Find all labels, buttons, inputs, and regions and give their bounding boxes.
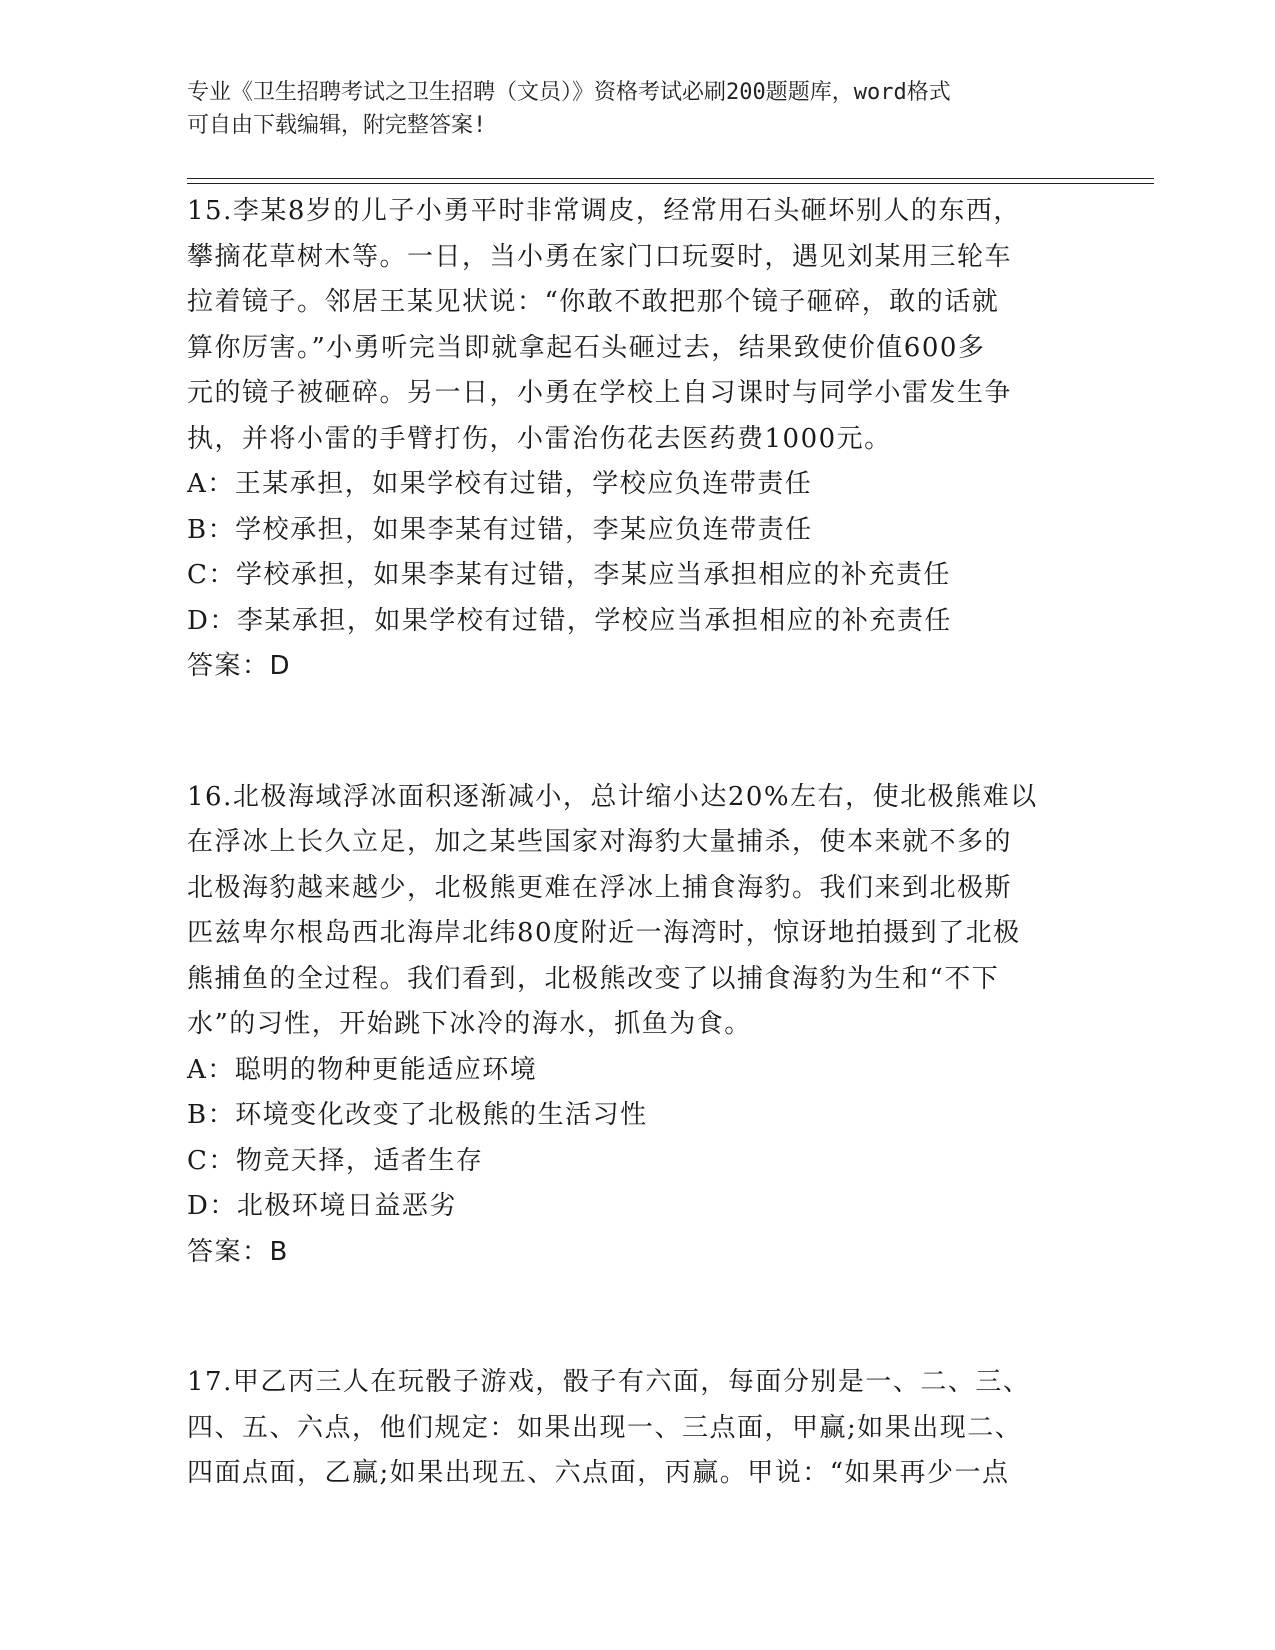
header-divider-top: [187, 178, 1154, 179]
answer-label: 答案：B: [187, 1236, 289, 1267]
questions-container: [187, 189, 1087, 1497]
header-line-1: 专业《卫生招聘考试之卫生招聘（文员）》资格考试必刷200题题库，word格式: [187, 80, 951, 105]
question-text-line: 水”的习性，开始跳下冰冷的海水，抓鱼为食。: [187, 1009, 752, 1039]
header-line-2: 可自由下载编辑，附完整答案!: [187, 113, 487, 138]
page-header: [187, 76, 1067, 142]
option-b: B：环境变化改变了北极熊的生活习性: [187, 1100, 648, 1130]
option-d: D：李某承担，如果学校有过错，学校应当承担相应的补充责任: [187, 605, 952, 636]
question-text-line: 17.甲乙丙三人在玩骰子游戏，骰子有六面，每面分别是一、二、三、: [187, 1367, 1031, 1397]
option-c: C：学校承担，如果李某有过错，李某应当承担相应的补充责任: [187, 560, 951, 590]
question-spacer: [187, 1275, 1087, 1360]
question-text-line: 拉着镜子。邻居王某见状说：“你敢不敢把那个镜子砸碎，敢的话就: [187, 287, 1000, 317]
option-c: C：物竞天择，适者生存: [187, 1145, 484, 1176]
question-text-line: 四面点面，乙赢;如果出现五、六点面，丙赢。甲说：“如果再少一点: [187, 1458, 1010, 1488]
question-text-line: 攀摘花草树木等。一日，当小勇在家门口玩耍时，遇见刘某用三轮车: [187, 241, 1013, 272]
answer-label: 答案：D: [187, 651, 292, 681]
header-divider-bottom: [187, 183, 1154, 184]
question-text-line: 在浮冰上长久立足，加之某些国家对海豹大量捕杀，使本来就不多的: [187, 827, 1013, 857]
question-spacer: [187, 690, 1087, 775]
option-b: B：学校承担，如果李某有过错，李某应负连带责任: [187, 514, 813, 545]
question-17: [187, 1360, 1087, 1497]
question-text-line: 16.北极海域浮冰面积逐渐减小，总计缩小达20%左右，使北极熊难以: [187, 781, 1038, 812]
question-text-line: 元的镜子被砸碎。另一日，小勇在学校上自习课时与同学小雷发生争: [187, 378, 1013, 408]
question-text-line: 执，并将小雷的手臂打伤，小雷治伤花去医药费1000元。: [187, 423, 892, 454]
option-a: A：王某承担，如果学校有过错，学校应负连带责任: [187, 469, 813, 499]
option-d: D：北极环境日益恶劣: [187, 1191, 457, 1221]
question-15: [187, 189, 1087, 690]
option-a: A：聪明的物种更能适应环境: [187, 1054, 538, 1085]
question-text-line: 算你厉害。”小勇听完当即就拿起石头砸过去，结果致使价值600多: [187, 332, 986, 363]
question-text-line: 匹兹卑尔根岛西北海岸北纬80度附近一海湾时，惊讶地拍摄到了北极: [187, 918, 1021, 948]
question-text-line: 熊捕鱼的全过程。我们看到，北极熊改变了以捕食海豹为生和“不下: [187, 963, 1000, 994]
question-text-line: 北极海豹越来越少，北极熊更难在浮冰上捕食海豹。我们来到北极斯: [187, 872, 1013, 903]
question-text-line: 15.李某8岁的儿子小勇平时非常调皮，经常用石头砸坏别人的东西，: [187, 196, 1021, 226]
question-text-line: 四、五、六点，他们规定：如果出现一、三点面，甲赢;如果出现二、: [187, 1412, 1023, 1443]
question-16: [187, 775, 1087, 1276]
